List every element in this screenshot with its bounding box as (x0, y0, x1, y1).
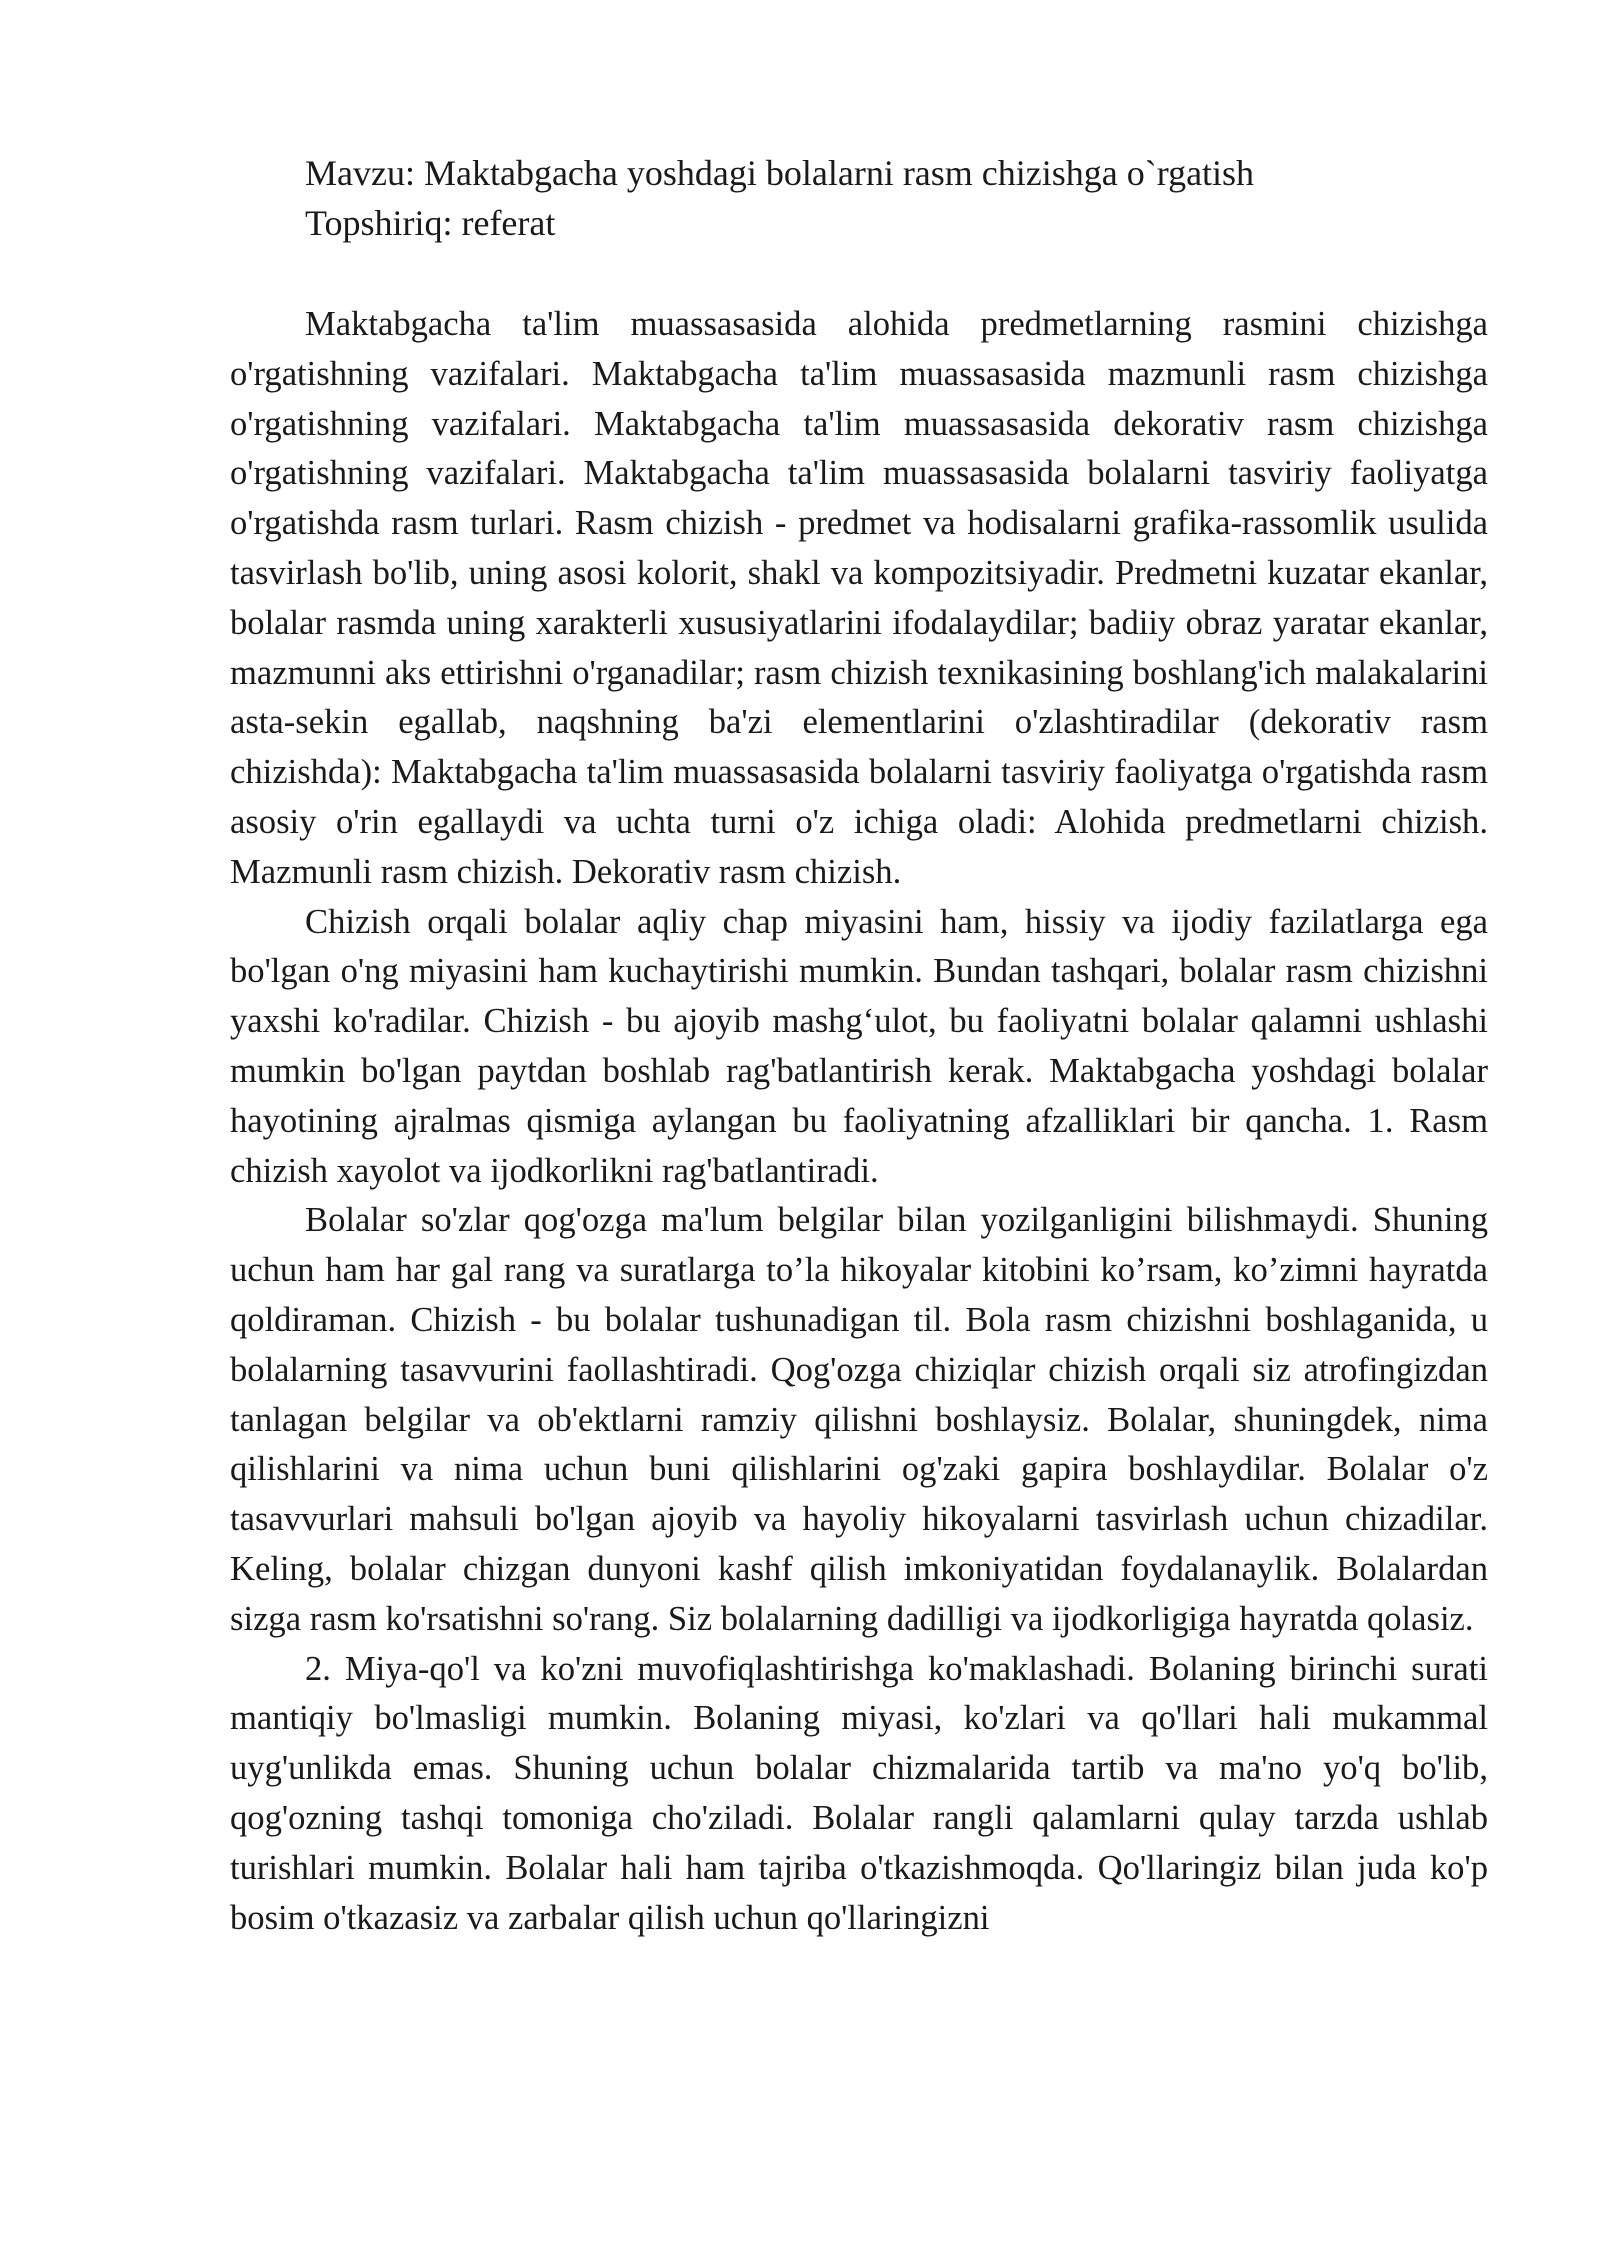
topic-line: Mavzu: Maktabgacha yoshdagi bolalarni rasm chizishga o`rgatish (305, 153, 1255, 193)
document-body (230, 300, 1488, 1943)
paragraph-4: 2. Miya-qo'l va ko'zni muvofiqlashtirishga ko'maklashadi. Bolaning birinchi surati mantiqiy bo'lmasligi mumkin. Bolaning miyasi, ko'zlari va qo'llari hali mukammal uyg'unlikda emas. Shuning uchun bolalar chizmalarida tartib va ma'no yo'q bo'lib, qog'ozning tashqi tomoniga cho'ziladi. Bolalar rangli qalamlarni qulay tarzda ushlab turishlari mumkin. Bolalar hali ham tajriba o'tkazishmoqda. Qo'llaringiz bilan juda ko'p bosim o'tkazasiz va zarbalar qilish uchun qo'llaringizni (230, 1649, 1488, 1937)
paragraph-1: Maktabgacha ta'lim muassasasida alohida predmetlarning rasmini chizishga o'rgatishning vazifalari. Maktabgacha ta'lim muassasasida mazmunli rasm chizishga o'rgatishning vazifalari. Maktabgacha ta'lim muassasasida dekorativ rasm chizishga o'rgatishning vazifalari. Maktabgacha ta'lim muassasasida bolalarni tasviriy faoliyatga o'rgatishda rasm turlari. Rasm chizish - predmet va hodisalarni grafika-rassomlik usulida tasvirlash bo'lib, uning asosi kolorit, shakl va kompozitsiyadir. Predmetni kuzatar ekanlar, bolalar rasmda uning xarakterli xususiyatlarini ifodalaydilar; badiiy obraz yaratar ekanlar, mazmunni aks ettirishni o'rganadilar; rasm chizish texnikasining boshlang'ich malakalarini asta-sekin egallab, naqshning ba'zi elementlarini o'zlashtiradilar (dekorativ rasm chizishda): Maktabgacha ta'lim muassasasida bolalarni tasviriy faoliyatga o'rgatishda rasm asosiy o'rin egallaydi va uchta turni o'z ichiga oladi: Alohida predmetlarni chizish. Mazmunli rasm chizish. Dekorativ rasm chizish. (230, 305, 1488, 891)
task-line: Topshiriq: referat (305, 203, 556, 243)
document-header (305, 148, 1254, 248)
paragraph-2: Chizish orqali bolalar aqliy chap miyasini ham, hissiy va ijodiy fazilatlarga ega bo'lgan o'ng miyasini ham kuchaytirishi mumkin. Bundan tashqari, bolalar rasm chizishni yaxshi ko'radilar. Chizish - bu ajoyib mashg‘ulot, bu faoliyatni bolalar qalamni ushlashi mumkin bo'lgan paytdan boshlab rag'batlantirish kerak. Maktabgacha yoshdagi bolalar hayotining ajralmas qismiga aylangan bu faoliyatning afzalliklari bir qancha. 1. Rasm chizish xayolot va ijodkorlikni rag'batlantiradi. (230, 902, 1488, 1190)
paragraph-3: Bolalar so'zlar qog'ozga ma'lum belgilar bilan yozilganligini bilishmaydi. Shuning uchun ham har gal rang va suratlarga to’la hikoyalar kitobini ko’rsam, ko’zimni hayratda qoldiraman. Chizish - bu bolalar tushunadigan til. Bola rasm chizishni boshlaganida, u bolalarning tasavvurini faollashtiradi. Qog'ozga chiziqlar chizish orqali siz atrofingizdan tanlagan belgilar va ob'ektlarni ramziy qilishni boshlaysiz. Bolalar, shuningdek, nima qilishlarini va nima uchun buni qilishlarini og'zaki gapira boshlaydilar. Bolalar o'z tasavvurlari mahsuli bo'lgan ajoyib va hayoliy hikoyalarni tasvirlash uchun chizadilar. Keling, bolalar chizgan dunyoni kashf qilish imkoniyatidan foydalanaylik. Bolalardan sizga rasm ko'rsatishni so'rang. Siz bolalarning dadilligi va ijodkorligiga hayratda qolasiz. (230, 1201, 1488, 1638)
